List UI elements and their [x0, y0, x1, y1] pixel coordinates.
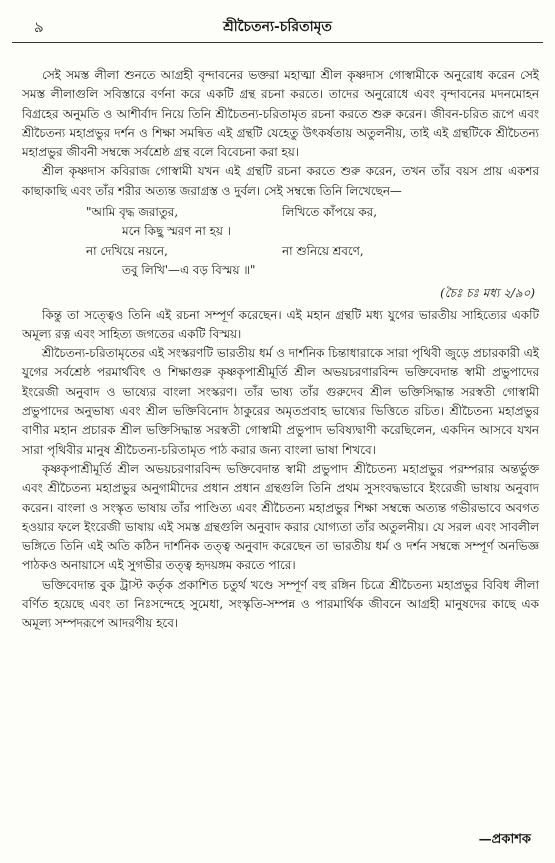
verse-line: [86, 242, 539, 261]
verse-text: তবু লিখি'—এ বড় বিস্ময় ॥": [122, 262, 256, 277]
paragraph: শ্রীল কৃষ্ণদাস কবিরাজ গোস্বামী যখন এই গ্রন্থটি রচনা করতে শুরু করেন, তখন তাঁর বয়স প্রায় একশর কাছাকাছি এবং তাঁর শরীর অত্যন্ত জরাগ্রস্ত ও দুর্বল। সেই সম্বন্ধে তিনি লিখেছেন—: [22, 164, 539, 198]
publisher-signature: —প্রকাশক: [478, 832, 531, 847]
verse-text: লিখিতে কাঁপয়ে কর,: [282, 205, 377, 220]
page-number: ৯: [34, 18, 44, 36]
verse-text: না শুনিয়ে শ্রবণে,: [282, 243, 364, 258]
verse-text: "আমি বৃদ্ধ জরাতুর,: [86, 205, 179, 220]
verse-block: [86, 203, 539, 280]
paragraph: কিন্তু তা সত্ত্বেও তিনি এই রচনা সম্পূর্ণ করেছেন। এই মহান গ্রন্থটি মধ্য যুগের ভারতীয় সাহিত্যের একটি অমূল্য রত্ন এবং সাহিত্য জগতের একটি বিস্ময়।: [22, 307, 539, 341]
verse-line: [86, 203, 539, 222]
paragraph: শ্রীচৈতন্য-চরিতামৃতের এই সংস্করণটি ভারতীয় ধর্ম ও দার্শনিক চিন্তাধারাকে সারা পৃথিবী জুড়ে প্রচারকারী এই যুগের সর্বশ্রেষ্ঠ পরমার্থবিৎ ও শিক্ষাগুরু কৃষ্ণকৃপাশ্রীমূর্তি শ্রীল অভয়চরণারবিন্দ ভক্তিবেদান্ত স্বামী প্রভুপাদের ইংরেজী অনুবাদ ও ভাষ্যের বাংলা সংস্করণ। তাঁর ভাষ্য তাঁর গুরুদেব শ্রীল ভক্তিসিদ্ধান্ত সরস্বতী গোস্বামী প্রভুপাদের অনুভাষ্য এবং শ্রীল ভক্তিবিনোদ ঠাকুরের অমৃতপ্রবাহ ভাষ্যের ভিত্তিতে রচিত। শ্রীচৈতন্য মহাপ্রভুর বাণীর মহান প্রচারক শ্রীল ভক্তিসিদ্ধান্ত সরস্বতী গোস্বামী প্রভুপাদ ভবিষ্যদ্বাণী করেছিলেন, একদিন আসবে যখন সারা পৃথিবীর মানুষ শ্রীচৈতন্য-চরিতামৃত পাঠ করার জন্য বাংলা ভাষা শিখবে।: [22, 346, 539, 457]
verse-reference: (চৈঃ চঃ মধ্য ২/৯০): [440, 286, 535, 301]
running-title: শ্রীচৈতন্য-চরিতামৃত: [223, 19, 332, 35]
paragraph: ভক্তিবেদান্ত বুক ট্রাস্ট কর্তৃক প্রকাশিত চতুর্থ খণ্ডে সম্পূর্ণ বহু রঙ্গিন চিত্রে শ্রীচৈতন্য মহাপ্রভুর বিবিধ লীলা বর্ণিত হয়েছে এবং তা নিঃসন্দেহে সুমেধা, সংস্কৃতি-সম্পন্ন ও পারমার্থিক জীবনে আগ্রহী মানুষদের কাছে এক অমূল্য সম্পদরূপে আদরণীয় হবে।: [22, 577, 539, 631]
paragraph: কৃষ্ণকৃপাশ্রীমূর্তি শ্রীল অভয়চরণারবিন্দ ভক্তিবেদান্ত স্বামী প্রভুপাদ শ্রীচৈতন্য মহাপ্রভুর পরম্পরার অন্তর্ভুক্ত এবং শ্রীচৈতন্য মহাপ্রভুর অনুগামীদের প্রধান প্রধান গ্রন্থগুলি তিনি প্রথম সুসংবদ্ধভাবে ইংরেজী ভাষায় অনুবাদ করেন। বাংলা ও সংস্কৃত ভাষায় তাঁর পাণ্ডিত্য এবং শ্রীচৈতন্য মহাপ্রভুর শিক্ষা সম্বন্ধে অত্যন্ত গভীরভাবে অবগত হওয়ার ফলে ইংরেজী ভাষায় এই সমস্ত গ্রন্থগুলি অনুবাদ করার যোগ্যতা তাঁর অতুলনীয়। যে সরল এবং সাবলীল ভঙ্গিতে তিনি এই অতি কঠিন দার্শনিক তত্ত্ব অনুবাদ করেছেন তা ভারতীয় ধর্ম ও দর্শন সম্বন্ধে সম্পূর্ণ অনভিজ্ঞ পাঠকও অনায়াসে এই সুগভীর তত্ত্ব হৃদয়ঙ্গম করতে পারে।: [22, 461, 539, 573]
verse-text: মনে কিছু স্মরণ না হয় ।: [122, 224, 231, 239]
paragraph: সেই সমস্ত লীলা শুনতে আগ্রহী বৃন্দাবনের ভক্তরা মহাত্মা শ্রীল কৃষ্ণদাস গোস্বামীকে অনুরোধ করেন সেই সমস্ত লীলাগুলি সবিস্তারে বর্ণনা করে একটি গ্রন্থ রচনা করতে। তাদের অনুরোধে এবং বৃন্দাবনের মদনমোহন বিগ্রহের অনুমতি ও আশীর্বাদ নিয়ে তিনি শ্রীচৈতন্য-চরিতামৃত রচনা করতে শুরু করেন। জীবন-চরিত রূপে এবং শ্রীচৈতন্য মহাপ্রভুর দর্শন ও শিক্ষা সমন্বিত এই গ্রন্থটি যেহেতু উৎকর্ষতায় অতুলনীয়, তাই এই গ্রন্থটিকে শ্রীচৈতন্য মহাপ্রভুর জীবনী সম্বন্ধে সর্বশ্রেষ্ঠ গ্রন্থ বলে বিবেচনা করা হয়।: [22, 68, 539, 160]
verse-text: না দেখিয়ে নয়নে,: [86, 243, 168, 258]
verse-line: [86, 261, 539, 280]
page-header: [12, 6, 543, 43]
body-text: [22, 66, 539, 634]
verse-line: [86, 222, 539, 241]
